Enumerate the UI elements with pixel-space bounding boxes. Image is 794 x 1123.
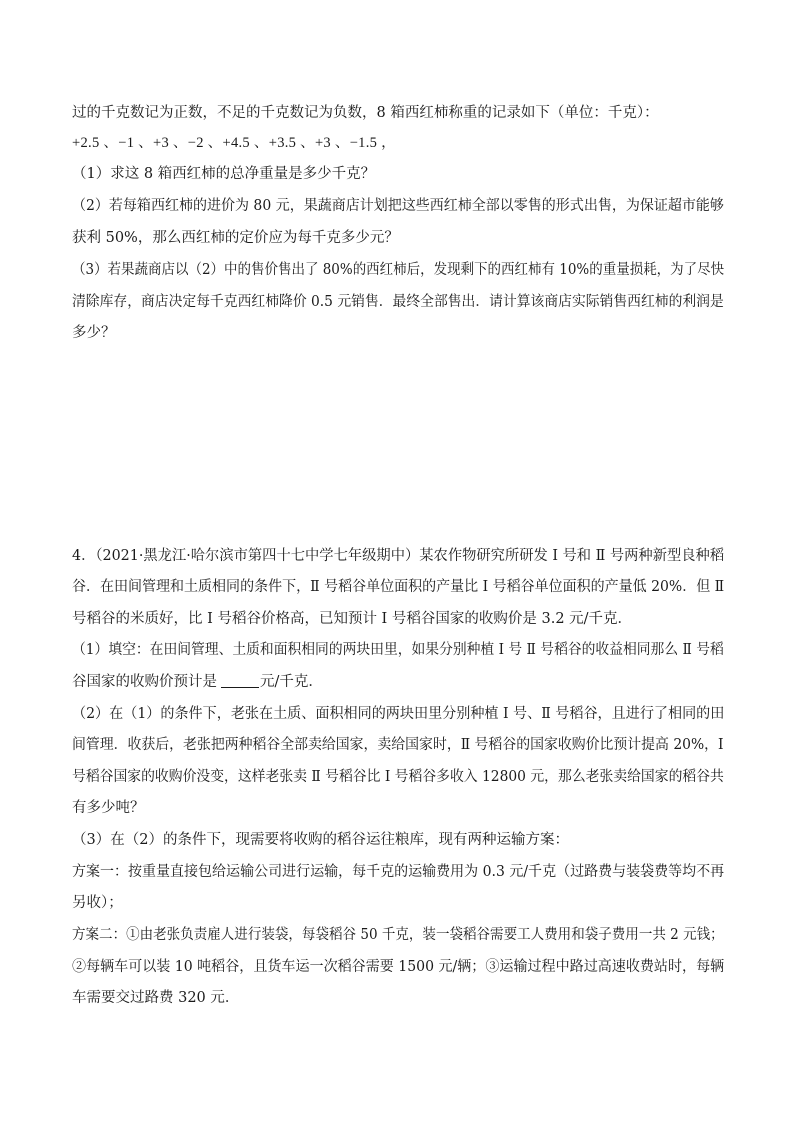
plan-b-line-1: 方案二：①由老张负责雇人进行装袋，每袋稻谷 50 千克，装一袋稻谷需要工人费用和袋子费用一共 2 元钱； (72, 927, 724, 943)
problem4-stem-line-1: 4．（2021·黑龙江·哈尔滨市第四十七中学七年级期中）某农作物研究所研发 Ⅰ 号和 Ⅱ 号两种新型良种稻 (72, 548, 725, 564)
problem4-question-1-line-2 (72, 672, 323, 692)
problem4-question-2-line-4: 有多少吨？ (72, 800, 145, 816)
problem3-question-3-line-3: 多少？ (72, 325, 116, 341)
plan-a-line-1: 方案一：按重量直接包给运输公司进行运输，每千克的运输费用为 0.3 元/千克（过路费与装袋费等均不再 (72, 864, 725, 880)
plan-b-line-2: ②每辆车可以装 10 吨稻谷，且货车运一次稻谷需要 1500 元/辆；③运输过程中路过高速收费站时，每辆 (72, 959, 725, 975)
answer-blank[interactable] (221, 673, 259, 688)
problem4-question-2-line-2: 间管理．收获后，老张把两种稻谷全部卖给国家，卖给国家时，Ⅱ 号稻谷的国家收购价比预计提高 20%，Ⅰ (72, 737, 724, 753)
problem4-question-1-line-1: （1）填空：在田间管理、土质和面积相同的两块田里，如果分别种植 Ⅰ 号 Ⅱ 号稻谷的收益相同那么 Ⅱ 号稻 (72, 642, 724, 658)
problem3-question-2-line-2: 获利 50%，那么西红柿的定价应为每千克多少元？ (72, 230, 399, 246)
problem4-question-3-line-1: （3）在（2）的条件下，现需要将收购的稻谷运往粮库，现有两种运输方案： (72, 832, 569, 848)
problem3-question-2-line-1: （2）若每箱西红柿的进价为 80 元，果蔬商店计划把这些西红柿全部以零售的形式出售，为保证超市能够 (72, 198, 724, 214)
plan-b-line-3: 车需要交过路费 320 元． (72, 990, 240, 1006)
problem4-question-2-line-3: 号稻谷国家的收购价没变，这样老张卖 Ⅱ 号稻谷比 Ⅰ 号稻谷多收入 12800 元，那么老张卖给国家的稻谷共 (72, 769, 724, 785)
plan-a-line-2: 另收）； (72, 895, 123, 911)
problem4-question-1-suffix: 元/千克． (260, 674, 323, 690)
problem3-question-3-line-1: （3）若果蔬商店以（2）中的售价售出了 80%的西红柿后，发现剩下的西红柿有 10%的重量损耗，为了尽快 (72, 262, 725, 278)
problem3-question-1: （1）求这 8 箱西红柿的总净重量是多少千克？ (72, 166, 376, 182)
problem4-question-1-prefix: 谷国家的收购价预计是 (72, 674, 217, 690)
problem4-stem-line-2: 谷．在田间管理和土质相同的条件下，Ⅱ 号稻谷单位面积的产量比 Ⅰ 号稻谷单位面积的产量低 20%．但 Ⅱ (72, 579, 725, 595)
problem3-intro: 过的千克数记为正数，不足的千克数记为负数，8 箱西红柿称重的记录如下（单位：千克）： (72, 105, 659, 121)
problem3-records: +2.5 、−1 、+3 、−2 、+4.5 、+3.5 、+3 、−1.5 ， (72, 135, 396, 151)
problem3-question-3-line-2: 清除库存，商店决定每千克西红柿降价 0.5 元销售．最终全部售出．请计算该商店实际销售西红柿的利润是 (72, 294, 724, 310)
problem4-stem-line-3: 号稻谷的米质好，比 Ⅰ 号稻谷价格高，已知预计 Ⅰ 号稻谷国家的收购价是 3.2 元/千克． (72, 611, 633, 627)
problem4-question-2-line-1: （2）在（1）的条件下，老张在土质、面积相同的两块田里分别种植 Ⅰ 号、Ⅱ 号稻谷，且进行了相同的田 (72, 706, 725, 722)
